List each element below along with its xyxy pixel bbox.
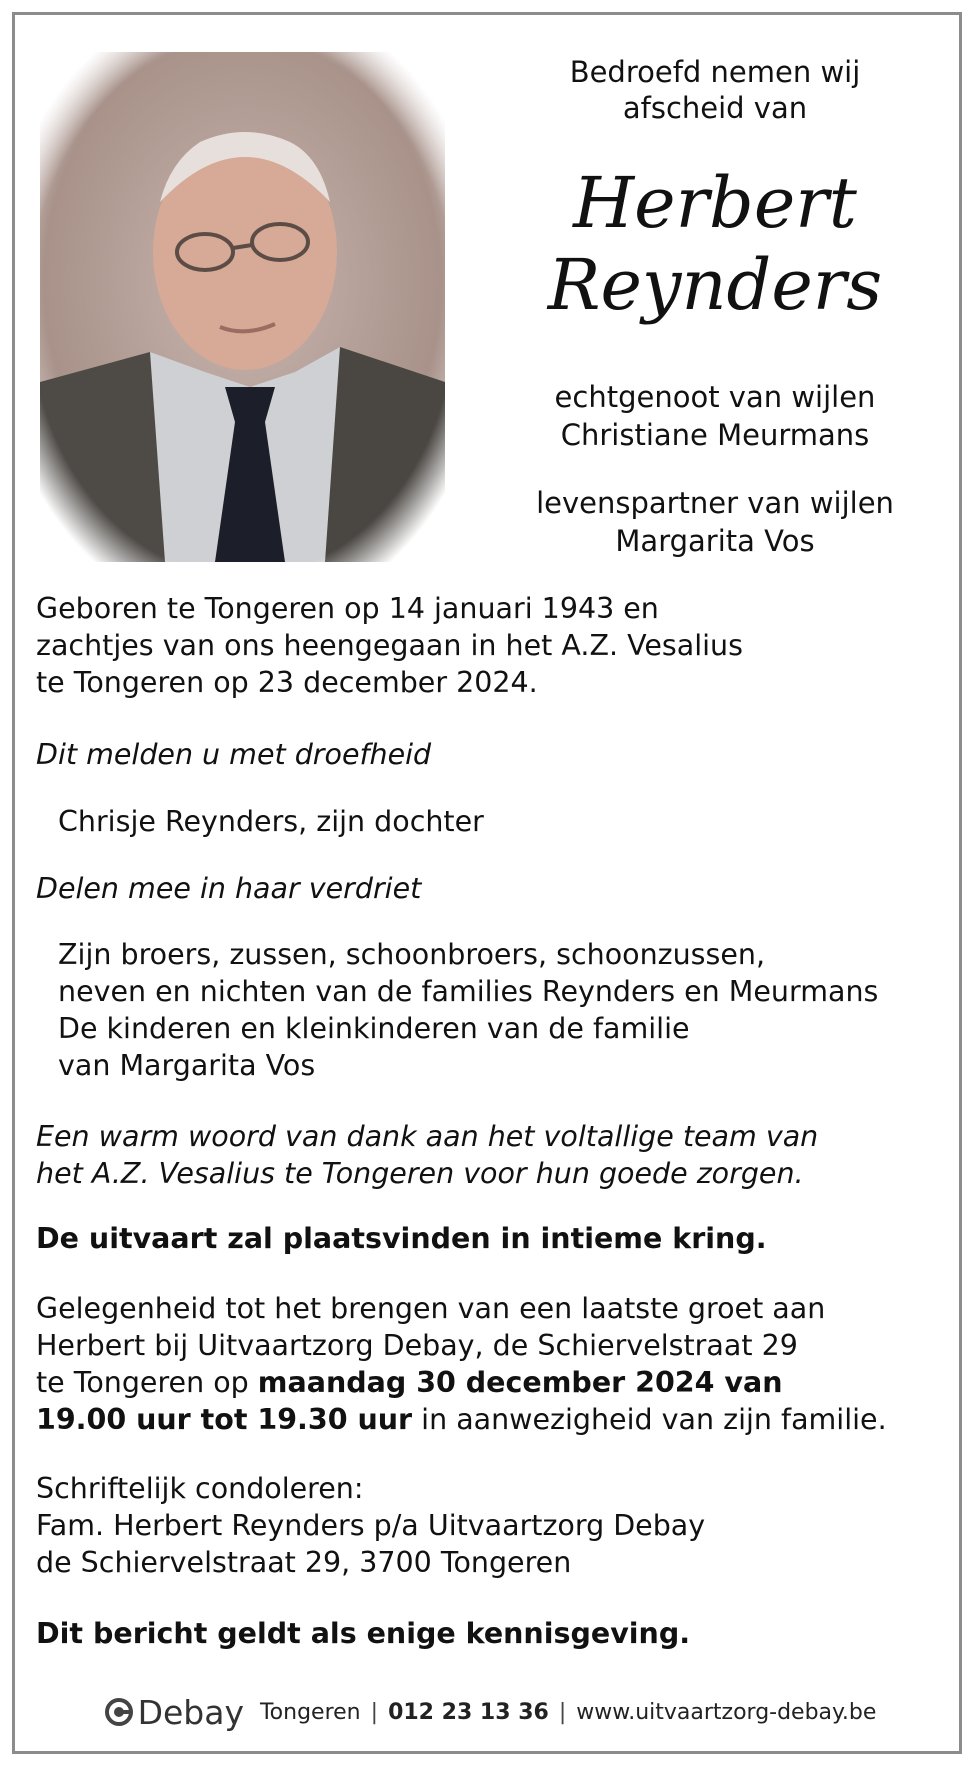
intro-text: Bedroefd nemen wij afscheid van (569, 55, 861, 125)
footer-website-link[interactable]: www.uitvaartzorg-debay.be (576, 1699, 877, 1725)
footer-phone[interactable]: 012 23 13 36 (388, 1699, 549, 1725)
funeral-note: De uitvaart zal plaatsvinden in intieme kring. (36, 1222, 767, 1255)
portrait-photo (40, 52, 445, 562)
brand-name: Debay (137, 1692, 244, 1732)
thanks-note: Een warm woord van dank aan het voltallige team van het A.Z. Vesalius te Tongeren voor hun goede zorgen. (36, 1120, 819, 1190)
separator: | (558, 1699, 567, 1725)
visit-date: maandag 30 december 2024 van (257, 1366, 783, 1399)
announcer: Chrisje Reynders, zijn dochter (58, 805, 484, 838)
deceased-name (505, 162, 925, 326)
visitation-info: Gelegenheid tot het brengen van een laatste groet aan Herbert bij Uitvaartzorg Debay, de Schiervelstraat 29 te Tongeren op maandag 30 december 2024 van 19.00 uur tot 19.30 uur in aanwezigheid van zijn familie. (36, 1292, 887, 1436)
announce-heading: Dit melden u met droefheid (36, 738, 432, 771)
partner-relation: levenspartner van wijlen Margarita Vos (536, 486, 894, 558)
footer (0, 1690, 980, 1734)
footer-city: Tongeren (259, 1699, 361, 1725)
spouse-relation: echtgenoot van wijlen Christiane Meurmans (554, 380, 876, 452)
birth-death-info: Geboren te Tongeren op 14 januari 1943 en zachtjes van ons heengegaan in het A.Z. Vesalius te Tongeren op 23 december 2024. (36, 592, 743, 699)
debay-logo (104, 1693, 244, 1732)
family-list: Zijn broers, zussen, schoonbroers, schoonzussen, neven en nichten van de families Reynders en Meurmans De kinderen en kleinkinderen van de familie van Margarita Vos (58, 938, 879, 1082)
share-heading: Delen mee in haar verdriet (36, 872, 422, 905)
separator: | (370, 1699, 379, 1725)
last-name: Reynders (547, 244, 883, 326)
first-name: Herbert (573, 162, 857, 244)
condolence-info: Schriftelijk condoleren: Fam. Herbert Reynders p/a Uitvaartzorg Debay de Schiervelstraat 29, 3700 Tongeren (36, 1472, 706, 1579)
debay-logo-icon (104, 1697, 134, 1727)
visit-time: 19.00 uur tot 19.30 uur (36, 1403, 413, 1436)
notice: Dit bericht geldt als enige kennisgeving. (36, 1617, 691, 1650)
